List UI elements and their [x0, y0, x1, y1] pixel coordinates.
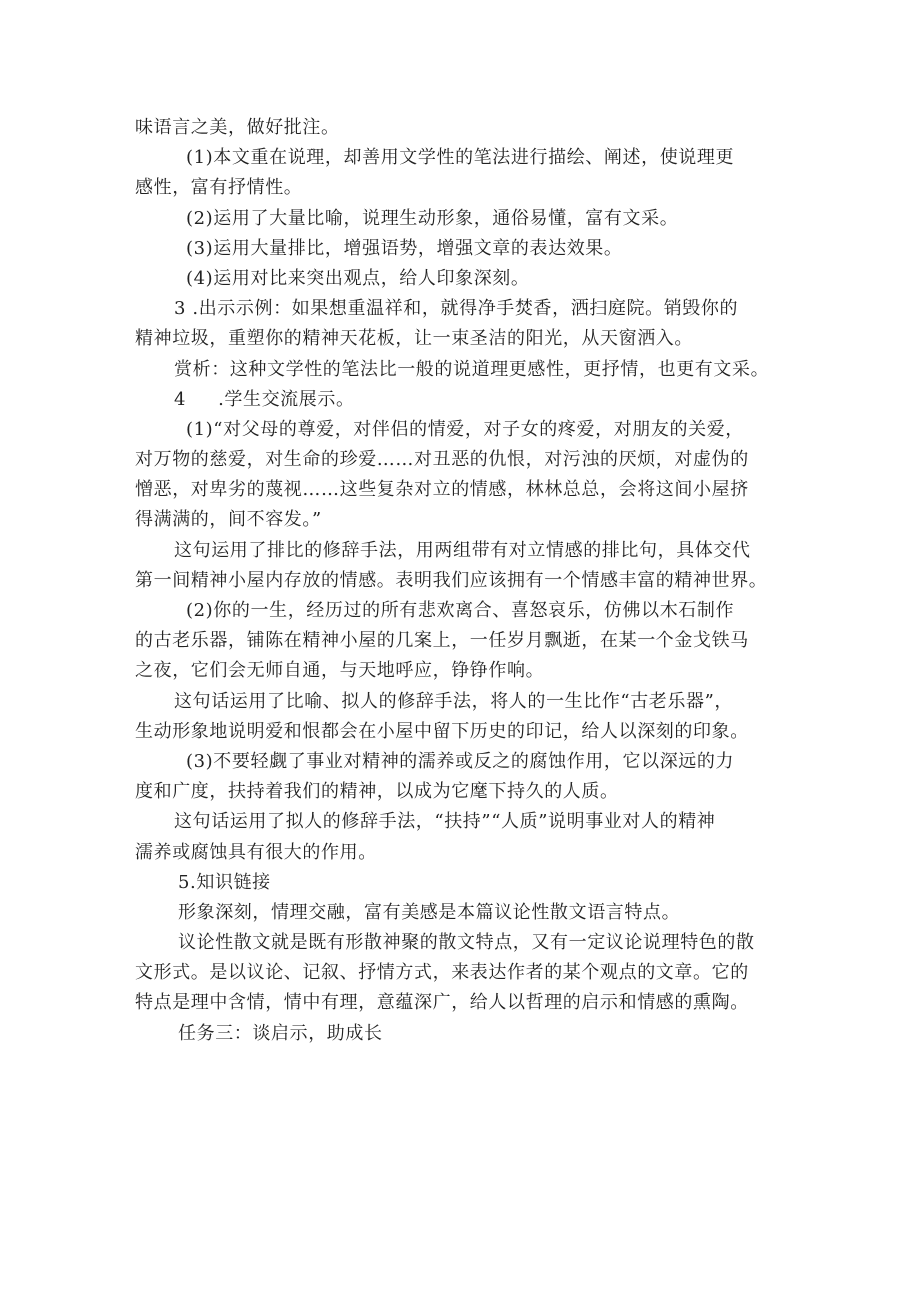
document-body: [135, 113, 795, 1049]
text-line: 之夜，它们会无师自通，与天地呼应，铮铮作响。: [135, 660, 545, 682]
text-line: 味语言之美，做好批注。: [135, 117, 340, 138]
text-line: [135, 385, 795, 415]
text-line: 形象深刻，情理交融，富有美感是本篇议论性散文语言特点。: [178, 901, 681, 923]
text-line: (3)不要轻觑了事业对精神的濡养或反之的腐蚀作用，它以深远的力: [186, 750, 735, 772]
text-line: 3 .出示示例：如果想重温祥和，就得净手焚香，洒扫庭院。销毁你的: [174, 298, 739, 320]
text-line: 生动形象地说明爱和恨都会在小屋中留下历史的印记，给人以深刻的印象。: [135, 720, 749, 742]
text-line: 的古老乐器，铺陈在精神小屋的几案上，一任岁月飘逝，在某一个金戈铁马: [135, 630, 749, 652]
item-number: 4: [174, 388, 187, 410]
text-line: 任务三：谈启示，助成长: [178, 1022, 383, 1044]
text-line: (2)运用了大量比喻，说理生动形象，通俗易懂，富有文采。: [186, 207, 679, 229]
text-line: 度和广度，扶持着我们的精神，以成为它麾下持久的人质。: [135, 781, 619, 803]
text-line: (1)“对父母的尊爱，对伴侣的情爱，对子女的疼爱，对朋友的关爱，: [186, 418, 744, 440]
text-line: (1)本文重在说理，却善用文学性的笔法进行描绘、阐述，使说理更: [186, 147, 735, 169]
text-line: (2)你的一生，经历过的所有悲欢离合、喜怒哀乐，仿佛以木石制作: [186, 600, 735, 621]
text-line: (4)运用对比来突出观点，给人印象深刻。: [186, 267, 530, 289]
text-line: 感性，富有抒情性。: [135, 177, 303, 199]
text-line: 憎恶，对卑劣的蔑视……这些复杂对立的情感，林林总总，会将这间小屋挤: [135, 479, 749, 501]
text-line: 特点是理中含情，情中有理，意蕴深广，给人以哲理的启示和情感的熏陶。: [135, 992, 749, 1014]
text-line: 文形式。是以议论、记叙、抒情方式，来表达作者的某个观点的文章。它的: [135, 962, 749, 984]
text-line: (3)运用大量排比，增强语势，增强文章的表达效果。: [186, 237, 623, 259]
text-line: 对万物的慈爱，对生命的珍爱……对丑恶的仇恨，对污浊的厌烦，对虚伪的: [135, 449, 749, 471]
text-line: 濡养或腐蚀具有很大的作用。: [135, 841, 377, 863]
text-line: 议论性散文就是既有形散神聚的散文特点，又有一定议论说理特色的散: [178, 932, 755, 954]
text-line: 赏析：这种文学性的笔法比一般的说道理更感性，更抒情，也更有文采。: [174, 358, 770, 380]
text-line: 5.知识链接: [178, 871, 271, 893]
item-text: .学生交流展示。: [218, 388, 355, 410]
text-line: 得满满的，间不容发。”: [135, 509, 322, 531]
text-line: 第一间精神小屋内存放的情感。表明我们应该拥有一个情感丰富的精神世界。: [135, 569, 768, 591]
text-line: 这句话运用了比喻、拟人的修辞手法，将人的一生比作“古老乐器”，: [174, 690, 734, 712]
text-line: 精神垃圾，重塑你的精神天花板，让一束圣洁的阳光，从天窗洒入。: [135, 328, 693, 350]
text-line: 这句运用了排比的修辞手法，用两组带有对立情感的排比句，具体交代: [174, 539, 751, 561]
text-line: 这句话运用了拟人的修辞手法，“扶持”“人质”说明事业对人的精神: [174, 811, 716, 833]
